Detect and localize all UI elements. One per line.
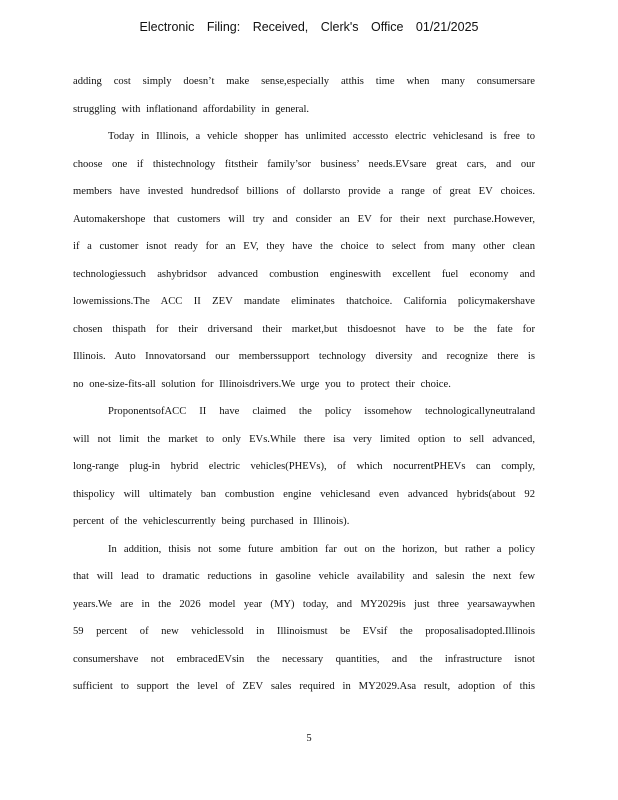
page-number: 5 bbox=[306, 733, 312, 744]
body-line: will not limit the market to only EVs.While there isa very limited option to sell advanced, bbox=[73, 433, 535, 445]
body-line: In addition, thisis not some future ambition far out on the horizon, but rather a policy bbox=[108, 543, 535, 555]
body-line: struggling with inflationand affordability in general. bbox=[73, 103, 310, 115]
body-line: lowemissions.The ACC II ZEV mandate eliminates thatchoice. California policymakershave bbox=[73, 296, 535, 307]
body-line: consumershave not embracedEVsin the necessary quantities, and the infrastructure isnot bbox=[73, 653, 535, 665]
body-line: years.We are in the 2026 model year (MY) today, and MY2029is just three yearsawaywhen bbox=[73, 598, 535, 610]
body-line: chosen thispath for their driversand their market,but thisdoesnot have to be the fate for bbox=[73, 323, 535, 335]
body-line: 59 percent of new vehiclessold in Illinoismust be EVsif the proposalisadopted.Illinois bbox=[73, 626, 535, 637]
body-line: ProponentsofACC II have claimed the policy issomehow technologicallyneutraland bbox=[108, 406, 535, 417]
body-line: Today in Illinois, a vehicle shopper has unlimited accessto electric vehiclesand is free to bbox=[108, 131, 535, 142]
body-line: long-range plug-in hybrid electric vehicles(PHEVs), of which nocurrentPHEVs can comply, bbox=[73, 461, 535, 472]
body-line: Illinois. Auto Innovatorsand our memberssupport technology diversity and recognize there is bbox=[73, 351, 535, 362]
body-line: Automakershope that customers will try and consider an EV for their next purchase.However, bbox=[73, 213, 535, 225]
body-line: no one-size-fits-all solution for Illinoisdrivers.We urge you to protect their choice. bbox=[73, 378, 451, 390]
body-line: technologiessuch ashybridsor advanced combustion engineswith excellent fuel economy and bbox=[73, 268, 535, 280]
body-line: adding cost simply doesn’t make sense,especially atthis time when many consumersare bbox=[73, 76, 535, 87]
body-line: thispolicy will ultimately ban combustion engine vehiclesand even advanced hybrids(about 92 bbox=[73, 488, 535, 500]
body-line: choose one if thistechnology fitstheir family’sor business’ needs.EVsare great cars, and our bbox=[73, 158, 535, 170]
body-line: that will lead to dramatic reductions in gasoline vehicle availability and salesin the next few bbox=[73, 571, 535, 582]
electronic-filing-header: Electronic Filing: Received, Clerk's Office 01/21/2025 bbox=[139, 20, 479, 34]
body-line: sufficient to support the level of ZEV sales required in MY2029.Asa result, adoption of this bbox=[73, 681, 535, 692]
body-line: if a customer isnot ready for an EV, they have the choice to select from many other clean bbox=[73, 241, 535, 252]
body-line: percent of the vehiclescurrently being purchased in Illinois). bbox=[73, 516, 350, 527]
document-body bbox=[73, 68, 535, 701]
body-line: members have invested hundredsof billions of dollarsto provide a range of great EV choices. bbox=[73, 186, 535, 197]
